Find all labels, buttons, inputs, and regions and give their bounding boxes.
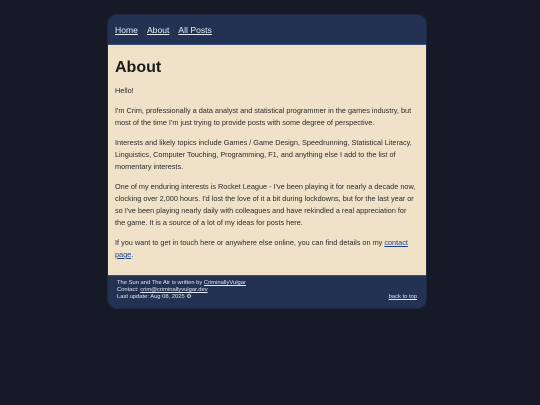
back-to-top-link[interactable]: back to top	[388, 294, 417, 301]
footer-credit-line	[117, 280, 417, 287]
last-update-text: Last update: Aug 08, 2025 ⚙	[117, 294, 192, 301]
page-title: About	[115, 59, 162, 76]
footer-credit-text: The Sun and The Air is written by	[117, 280, 204, 286]
email-link[interactable]: crim@criminallyvulgar.dev	[140, 287, 208, 294]
paragraph-rocket-league: One of my enduring interests is Rocket League - I've been playing it for nearly a decade now, clocking over 2,000 hours. I'd lost the love of it a bit during lockdowns, but for the last year or so I've been playing nearly daily with colleagues and have rekindled a real appreciation for the game. It is a source of a lot of my ideas for posts here.	[115, 182, 416, 227]
paragraph-contact	[115, 237, 416, 261]
author-link[interactable]: CriminallyVulgar	[203, 280, 246, 286]
nav-home-link[interactable]: Home	[115, 24, 138, 35]
footer-contact-label: Contact:	[117, 287, 141, 294]
contact-suffix-text: .	[131, 250, 134, 259]
contact-prefix-text: If you want to get in touch here or anywhere else online, you can find details on my	[115, 238, 385, 247]
paragraph-intro: I'm Crim, professionally a data analyst and statistical programmer in the games industry, but most of the time I'm just trying to provide posts with some degree of perspective.	[115, 106, 412, 127]
site-footer	[108, 275, 426, 308]
main-content	[108, 45, 426, 275]
paragraph-interests: Interests and likely topics include Games / Game Design, Speedrunning, Statistical Literacy, Linguistics, Computer Touching, Programming, F1, and anything else I add to the list of momentary interests.	[115, 138, 412, 171]
page-card	[108, 15, 426, 308]
nav-all-posts-link[interactable]: All Posts	[178, 24, 212, 35]
top-nav	[108, 15, 426, 45]
nav-about-link[interactable]: About	[146, 24, 170, 35]
contact-page-link[interactable]: contact page	[115, 238, 408, 259]
paragraph-greeting: Hello!	[115, 86, 134, 95]
